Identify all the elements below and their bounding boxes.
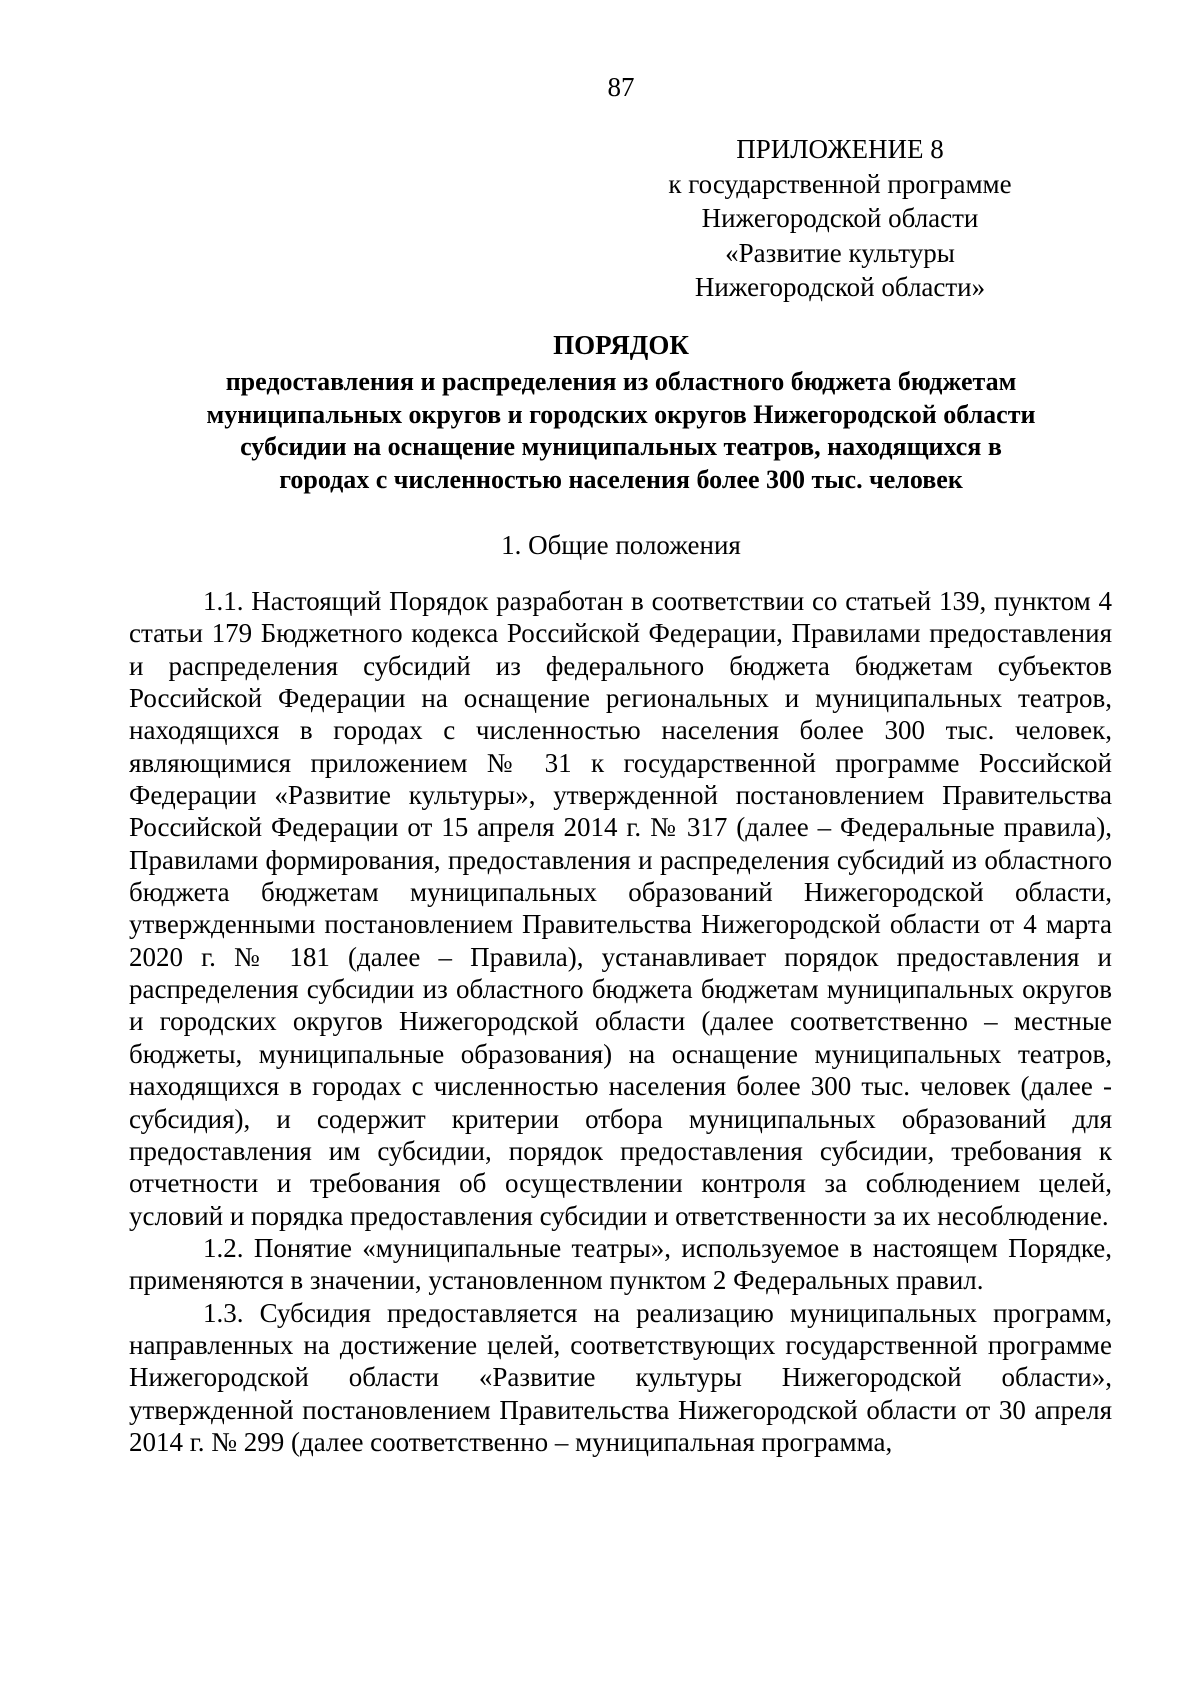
appendix-line: «Развитие культуры [725,237,955,268]
document-title: ПОРЯДОК [553,330,689,360]
appendix-line: к государственной программе [668,168,1012,199]
paragraph-1-1: 1.1. Настоящий Порядок разработан в соответствии со статьей 139, пунктом 4 статьи 179 Бюджетного кодекса Российской Федерации, Правилами предоставления и распределения субсидий из федерального бюджета бюджетам субъектов Российской Федерации на оснащение региональных и муниципальных театров, находящихся в городах с численностью населения более 300 тыс. человек, являющимися приложением № 31 к государственной программе Российской Федерации «Развитие культуры», утвержденной постановлением Правительства Российской Федерации от 15 апреля 2014 г. № 317 (далее – Федеральные правила), Правилами формирования, предоставления и распределения субсидий из областного бюджета бюджетам муниципальных образований Нижегородской области, утвержденными постановлением Правительства Нижегородской области от 4 марта 2020 г. № 181 (далее – Правила), устанавливает порядок предоставления и распределения субсидии из областного бюджета бюджетам муниципальных округов и городских округов Нижегородской области (далее соответственно – местные бюджеты, муниципальные образования) на оснащение муниципальных театров, находящихся в городах с численностью населения более 300 тыс. человек (далее - субсидия), и содержит критерии отбора муниципальных образований для предоставления им субсидии, порядок предоставления субсидии, требования к отчетности и требования об осуществлении контроля за соблюдением целей, условий и порядка предоставления субсидии и ответственности за их несоблюдение. [129,586,1112,1231]
appendix-header [655,132,1025,305]
appendix-line: Нижегородской области» [694,272,986,302]
page-number: 87 [607,72,635,102]
subtitle-line: городах с численностью населения более 300 тыс. человек [279,464,963,494]
subtitle-line: муниципальных округов и городских округов Нижегородской области [206,399,1036,429]
paragraph-1-3: 1.3. Субсидия предоставляется на реализацию муниципальных программ, направленных на достижение целей, соответствующих государственной программе Нижегородской области «Развитие культуры Нижегородской области», утвержденной постановлением Правительства Нижегородской области от 30 апреля 2014 г. № 299 (далее соответственно – муниципальная программа, [129,1297,1112,1457]
paragraph-1-2: 1.2. Понятие «муниципальные театры», используемое в настоящем Порядке, применяются в значении, установленном пунктом 2 Федеральных правил. [129,1232,1112,1296]
subtitle-line: субсидии на оснащение муниципальных театров, находящихся в [240,432,1002,461]
subtitle-line: предоставления и распределения из областного бюджета бюджетам [225,367,1017,396]
body-text [129,585,1112,1458]
appendix-line: ПРИЛОЖЕНИЕ 8 [736,134,944,164]
section-heading: 1. Общие положения [501,530,741,560]
document-subtitle [160,366,1082,496]
appendix-line: Нижегородской области [701,203,979,233]
